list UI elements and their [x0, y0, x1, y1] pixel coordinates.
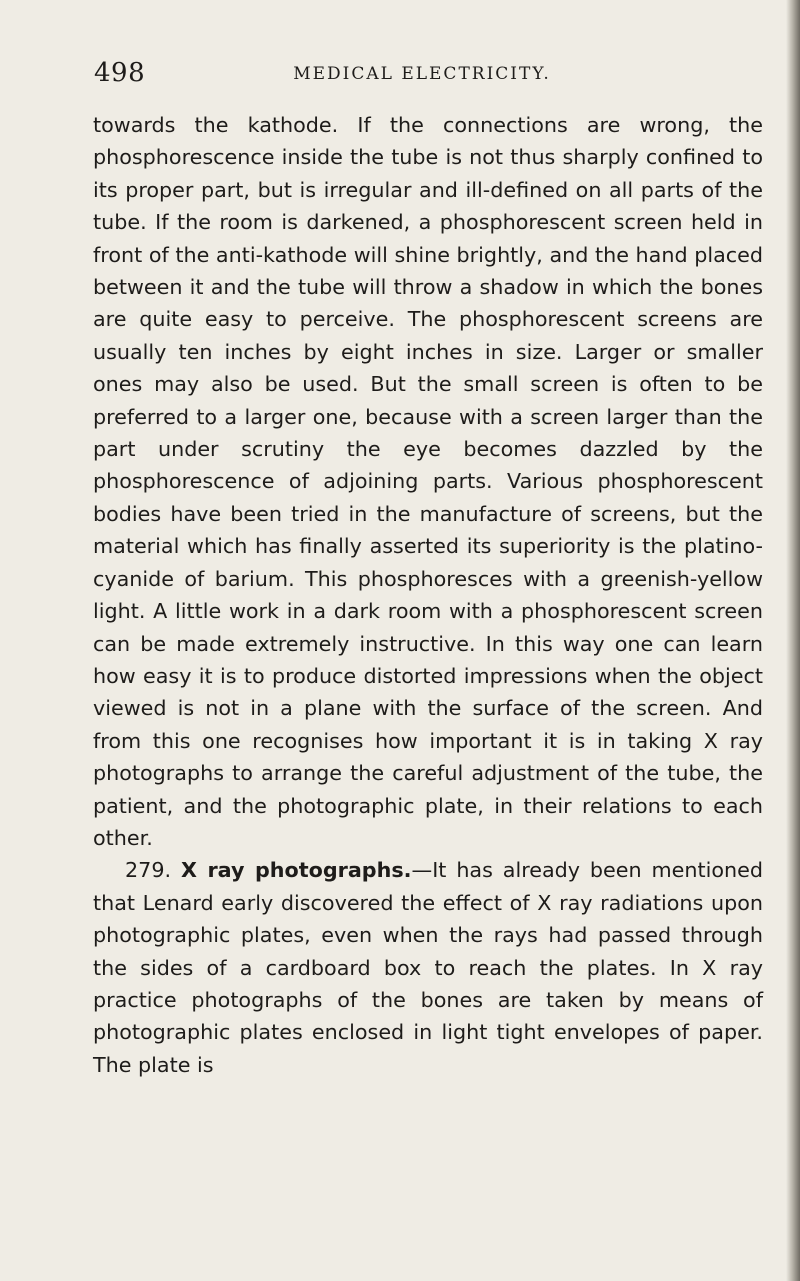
- section-title: X ray photographs.: [180, 858, 412, 883]
- page-edge-shadow: [786, 0, 800, 1281]
- continued-paragraph: towards the kathode. If the connections are wrong, the phosphorescence inside the tube is not thus sharply confined to its proper part, but is irregular and ill-defined on all parts of the tube. If the room is darkened, a phosphorescent screen held in front of the anti-kathode will shine brightly, and the hand placed between it and the tube will throw a shadow in which the bones are quite easy to perceive. The phosphorescent screens are usually ten inches by eight inches in size. Larger or smaller ones may also be used. But the small screen is often to be preferred to a larger one, because with a screen larger than the part under scrutiny the eye becomes dazzled by the phosphorescence of adjoining parts. Various phosphorescent bodies have been tried in the manufacture of screens, but the material which has finally asserted its superiority is the platino-cyanide of barium. This phosphoresces with a greenish-yellow light. A little work in a dark room with a phosphorescent screen can be made extremely instructive. In this way one can learn how easy it is to produce distorted impressions when the object viewed is not in a plane with the surface of the screen. And from this one recognises how important it is in taking X ray photographs to arrange the careful adjustment of the tube, the patient, and the photographic plate, in their relations to each other.: [93, 113, 763, 850]
- page-number: 498: [94, 58, 146, 88]
- section-text: —It has already been mentioned that Lenard early discovered the effect of X ray radiations upon photographic plates, even when the rays had passed through the sides of a cardboard box to reach the plates. In X ray practice photographs of the bones are taken by means of photographic plates enclosed in light tight envelopes of paper. The plate is: [93, 858, 764, 1077]
- body-text: [93, 109, 763, 1081]
- running-head: [92, 58, 752, 98]
- section-paragraph: [93, 854, 763, 1081]
- running-title: MEDICAL ELECTRICITY.: [293, 64, 551, 84]
- section-number: 279.: [125, 858, 172, 883]
